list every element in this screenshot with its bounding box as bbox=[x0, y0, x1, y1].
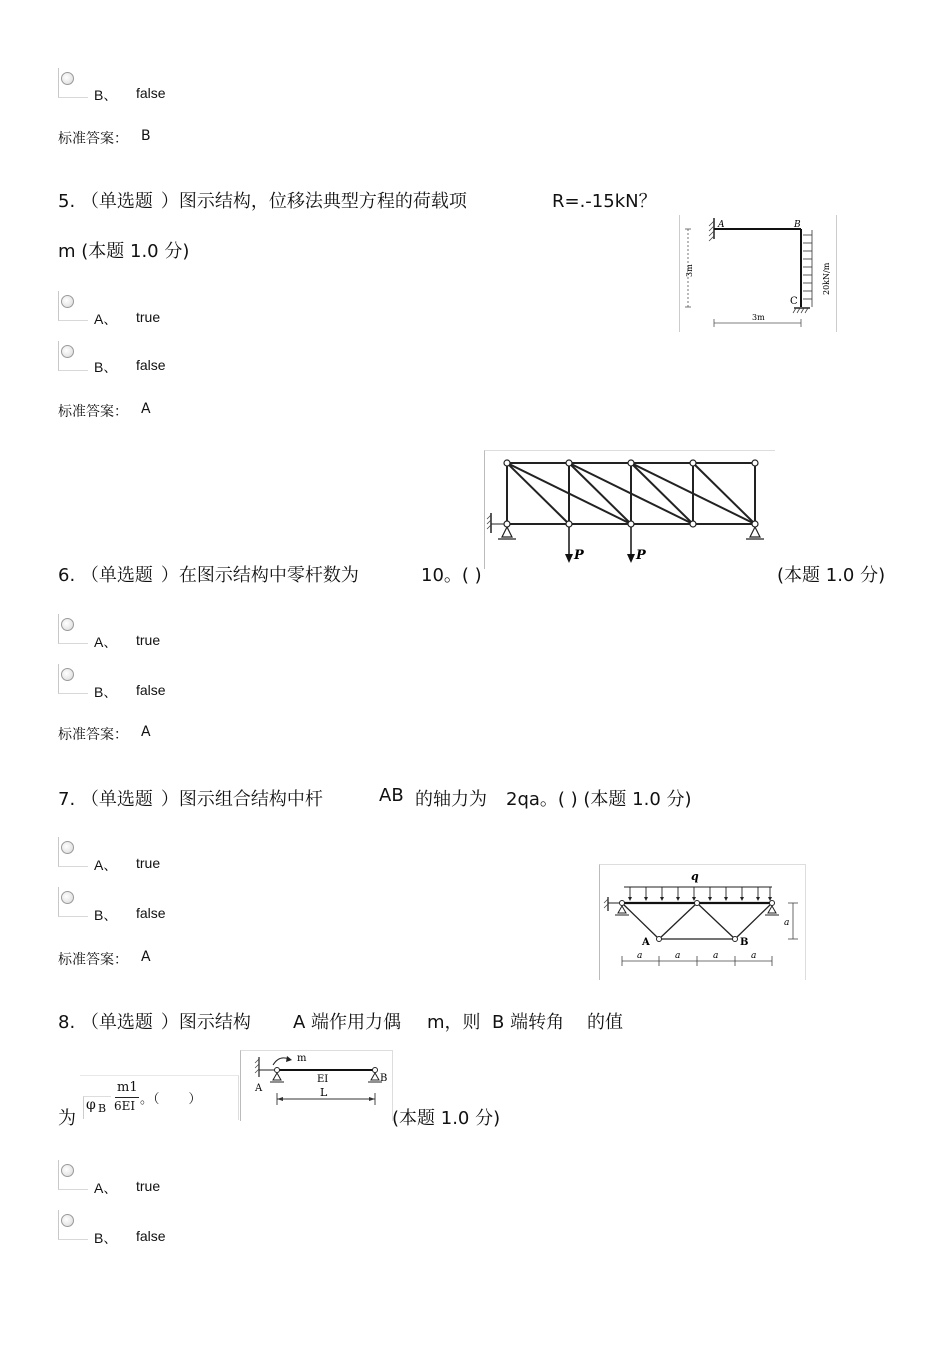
q7-question bbox=[58, 785, 323, 811]
q8-score: (本题 1.0 分) bbox=[392, 1108, 501, 1129]
q8-phi: φ bbox=[86, 1097, 96, 1113]
fig-a-3: a bbox=[713, 951, 719, 961]
q6-option-a-letter: A、 bbox=[94, 634, 118, 650]
fig-a-4: a bbox=[751, 951, 757, 961]
q8-text-end: 的值 bbox=[587, 1012, 623, 1033]
q5-answer-label: 标准答案： bbox=[58, 404, 128, 420]
q6-open-paren: （ bbox=[80, 565, 99, 586]
q7-option-a-value: true bbox=[136, 855, 161, 871]
radio-circle-icon bbox=[61, 618, 74, 631]
frame-diagram bbox=[680, 215, 836, 332]
q7-answer-value: A bbox=[141, 949, 151, 965]
q7-figure bbox=[599, 864, 806, 980]
q8-text: 图示结构 bbox=[178, 1012, 251, 1033]
q8-text-m: m，则 bbox=[427, 1012, 481, 1033]
fig-label-c: C bbox=[790, 296, 798, 307]
q6-value: 10。( ) bbox=[421, 565, 482, 586]
q7-close-paren: ） bbox=[160, 789, 179, 810]
composite-structure-diagram bbox=[600, 865, 805, 980]
q6-answer-label: 标准答案： bbox=[58, 727, 128, 743]
q8-number: 8. bbox=[58, 1012, 76, 1033]
q6-option-a-value: true bbox=[136, 632, 161, 648]
fig-a-2: a bbox=[675, 951, 681, 961]
q4-option-b-value: false bbox=[136, 85, 166, 101]
q8-option-a-value: true bbox=[136, 1178, 161, 1194]
q8-question bbox=[58, 1008, 251, 1034]
q5-type: 单选题 bbox=[98, 191, 153, 212]
radio-circle-icon bbox=[61, 841, 74, 854]
q8-text-b: B 端转角 bbox=[492, 1012, 565, 1033]
q7-option-b-radio[interactable] bbox=[58, 887, 88, 917]
truss-diagram bbox=[485, 451, 775, 569]
q6-number: 6. bbox=[58, 565, 76, 586]
q5-option-a-value: true bbox=[136, 309, 161, 325]
q4-answer-value: B bbox=[141, 128, 151, 144]
fig-q-label: q bbox=[691, 870, 699, 883]
q5-option-a-letter: A、 bbox=[94, 311, 118, 327]
q8-figure bbox=[240, 1050, 393, 1121]
q5-open-paren: （ bbox=[80, 191, 99, 212]
q8-close-paren: ） bbox=[160, 1012, 179, 1033]
fig-b-label: B bbox=[380, 1073, 388, 1084]
q8-open-paren: （ bbox=[80, 1012, 99, 1033]
q8-paren: 。（ ） bbox=[140, 1092, 202, 1107]
fig-node-b: B bbox=[740, 937, 749, 948]
q6-option-b-letter: B、 bbox=[94, 684, 118, 700]
q7-text2: 的轴力为 bbox=[415, 789, 487, 810]
q5-close-paren: ） bbox=[160, 191, 179, 212]
radio-circle-icon bbox=[61, 1164, 74, 1177]
q6-type: 单选题 bbox=[98, 565, 153, 586]
radio-circle-icon bbox=[61, 891, 74, 904]
q7-option-a-radio[interactable] bbox=[58, 837, 88, 867]
q7-member: AB bbox=[379, 785, 404, 806]
q5-text-line2: m (本题 1.0 分) bbox=[58, 241, 190, 262]
q5-option-b-radio[interactable] bbox=[58, 341, 88, 371]
radio-circle-icon bbox=[61, 1214, 74, 1227]
radio-circle-icon bbox=[61, 345, 74, 358]
q8-option-b-letter: B、 bbox=[94, 1230, 118, 1246]
q8-frac-num: m1 bbox=[117, 1080, 138, 1095]
radio-circle-icon bbox=[61, 295, 74, 308]
fig-load-label: 20kN/m bbox=[822, 262, 831, 295]
fig-l-label: L bbox=[320, 1086, 328, 1099]
q7-answer-label: 标准答案： bbox=[58, 952, 128, 968]
fig-ei-label: EI bbox=[317, 1074, 329, 1085]
fig-m-label: m bbox=[297, 1053, 307, 1064]
q7-option-a-letter: A、 bbox=[94, 857, 118, 873]
q6-figure bbox=[484, 450, 775, 569]
q7-option-b-letter: B、 bbox=[94, 907, 118, 923]
q4-answer-label: 标准答案： bbox=[58, 131, 128, 147]
radio-circle-icon bbox=[61, 72, 74, 85]
q8-frac-line bbox=[115, 1097, 139, 1098]
q5-answer-value: A bbox=[141, 401, 151, 417]
q5-figure bbox=[679, 215, 837, 332]
q7-text: 图示组合结构中杆 bbox=[178, 789, 323, 810]
q7-open-paren: （ bbox=[80, 789, 99, 810]
q6-question bbox=[58, 561, 359, 587]
fig-label-b: B bbox=[794, 220, 801, 230]
fig-node-a: A bbox=[642, 937, 650, 948]
q8-frac-den: 6EI bbox=[114, 1099, 136, 1113]
beam-diagram bbox=[241, 1051, 392, 1121]
fig-a-side: a bbox=[784, 918, 790, 928]
q5-text-value: R=.-15kN？ bbox=[552, 191, 657, 212]
q7-number: 7. bbox=[58, 789, 76, 810]
fig-a-1: a bbox=[637, 951, 643, 961]
q8-phi-sub: B bbox=[98, 1102, 107, 1115]
q5-number: 5. bbox=[58, 191, 76, 212]
q8-line2-start: 为 bbox=[58, 1108, 76, 1129]
fig-label-a: A bbox=[718, 220, 725, 230]
q4-option-b-radio[interactable] bbox=[58, 68, 88, 98]
fig-a-label: A bbox=[255, 1083, 263, 1094]
radio-circle-icon bbox=[61, 668, 74, 681]
q8-type: 单选题 bbox=[98, 1012, 153, 1033]
q8-option-a-letter: A、 bbox=[94, 1180, 118, 1196]
q6-score: (本题 1.0 分) bbox=[777, 565, 886, 586]
q5-question bbox=[58, 187, 467, 213]
q7-type: 单选题 bbox=[98, 789, 153, 810]
q8-option-b-radio[interactable] bbox=[58, 1210, 88, 1240]
q6-text: 在图示结构中零杆数为 bbox=[178, 565, 359, 586]
q8-formula-image bbox=[80, 1075, 239, 1120]
q5-option-a-radio[interactable] bbox=[58, 291, 88, 321]
q6-option-b-radio[interactable] bbox=[58, 664, 88, 694]
q6-option-b-value: false bbox=[136, 682, 166, 698]
q6-answer-value: A bbox=[141, 724, 151, 740]
q6-option-a-radio[interactable] bbox=[58, 614, 88, 644]
fig-load-p2: P bbox=[636, 548, 646, 563]
q5-option-b-letter: B、 bbox=[94, 359, 118, 375]
q7-value: 2qa。( ) (本题 1.0 分) bbox=[506, 789, 692, 810]
fig-height-label: 3m bbox=[685, 264, 694, 277]
q4-option-b-letter: B、 bbox=[94, 87, 118, 103]
fig-width-label: 3m bbox=[752, 313, 765, 322]
q6-close-paren: ） bbox=[160, 565, 179, 586]
q5-option-b-value: false bbox=[136, 357, 166, 373]
q8-option-b-value: false bbox=[136, 1228, 166, 1244]
q8-text-a: A 端作用力偶 bbox=[293, 1012, 402, 1033]
q5-text: 图示结构，位移法典型方程的荷载项 bbox=[178, 191, 467, 212]
fig-load-p1: P bbox=[574, 548, 584, 563]
q7-option-b-value: false bbox=[136, 905, 166, 921]
q8-option-a-radio[interactable] bbox=[58, 1160, 88, 1190]
